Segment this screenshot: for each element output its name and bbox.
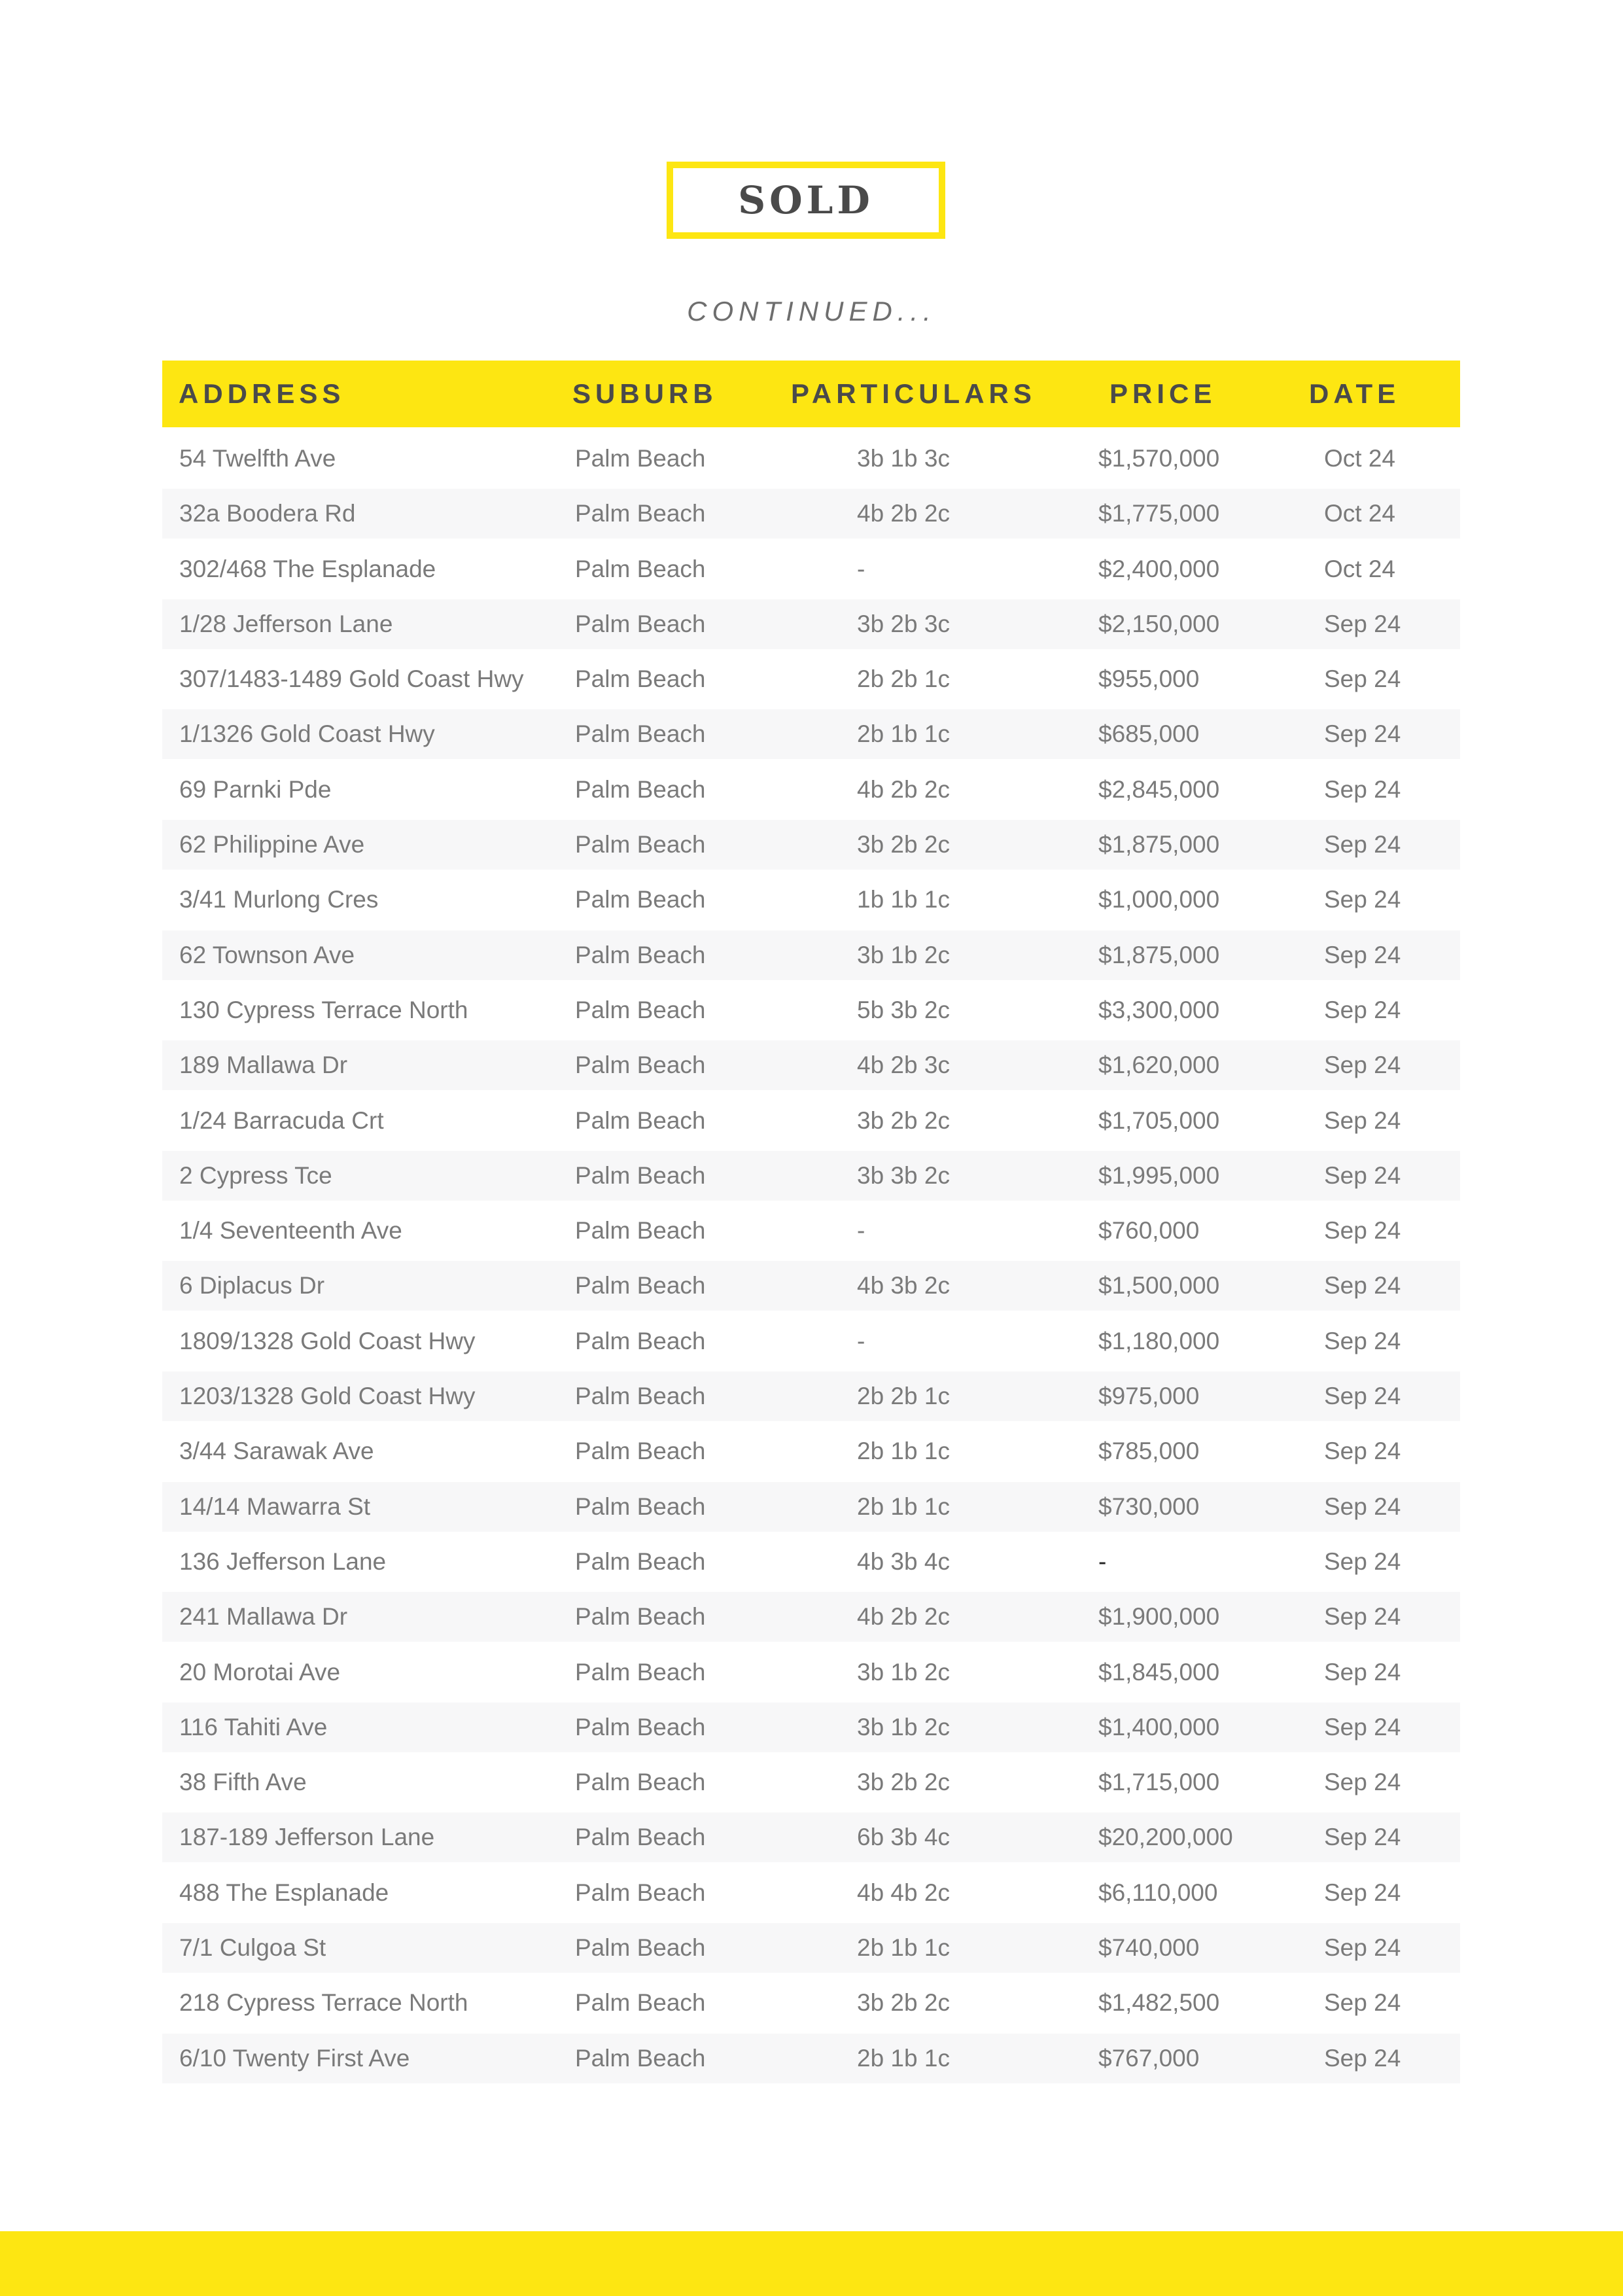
price-cell: $1,482,500 [1098, 1989, 1220, 2017]
particulars-cell: - [857, 555, 865, 582]
price-cell: $975,000 [1098, 1383, 1200, 1410]
particulars-cell: 3b 2b 2c [857, 1989, 950, 2017]
price-cell: $1,570,000 [1098, 445, 1220, 472]
particulars-cell: 2b 1b 1c [857, 1934, 950, 1962]
particulars-cell: 3b 2b 2c [857, 1106, 950, 1134]
table-row [162, 434, 1460, 484]
price-cell: $1,995,000 [1098, 1161, 1220, 1189]
date-cell: Sep 24 [1324, 1161, 1401, 1189]
address-cell: 1/4 Seventeenth Ave [179, 1217, 402, 1245]
date-cell: Sep 24 [1324, 1989, 1401, 2017]
date-cell: Sep 24 [1324, 1658, 1401, 1686]
address-cell: 7/1 Culgoa St [179, 1934, 326, 1962]
price-cell: $785,000 [1098, 1438, 1200, 1465]
suburb-cell: Palm Beach [575, 1492, 706, 1520]
date-cell: Oct 24 [1324, 445, 1395, 472]
table-row [162, 1371, 1460, 1421]
date-cell: Sep 24 [1324, 1272, 1401, 1299]
particulars-cell: 2b 2b 1c [857, 1383, 950, 1410]
column-header-date: DATE [1309, 378, 1401, 409]
particulars-cell: 2b 1b 1c [857, 2044, 950, 2072]
address-cell: 1/28 Jefferson Lane [179, 610, 393, 637]
suburb-cell: Palm Beach [575, 1547, 706, 1575]
suburb-cell: Palm Beach [575, 996, 706, 1023]
table-row [162, 1868, 1460, 1918]
price-cell: $2,845,000 [1098, 775, 1220, 803]
particulars-cell: 2b 1b 1c [857, 720, 950, 748]
price-cell: $730,000 [1098, 1492, 1200, 1520]
particulars-cell: 2b 1b 1c [857, 1492, 950, 1520]
address-cell: 32a Boodera Rd [179, 500, 356, 527]
continued-subtitle: CONTINUED... [687, 296, 936, 327]
table-row [162, 1261, 1460, 1311]
suburb-cell: Palm Beach [575, 941, 706, 968]
table-row [162, 1978, 1460, 2028]
table-row [162, 1757, 1460, 1807]
address-cell: 218 Cypress Terrace North [179, 1989, 468, 2017]
price-cell: $1,400,000 [1098, 1713, 1220, 1740]
date-cell: Sep 24 [1324, 1824, 1401, 1851]
suburb-cell: Palm Beach [575, 831, 706, 858]
price-cell: $1,500,000 [1098, 1272, 1220, 1299]
price-cell: $1,900,000 [1098, 1603, 1220, 1631]
table-row [162, 930, 1460, 980]
table-row [162, 1537, 1460, 1587]
particulars-cell: 2b 1b 1c [857, 1438, 950, 1465]
table-row [162, 875, 1460, 925]
suburb-cell: Palm Beach [575, 1327, 706, 1354]
address-cell: 20 Morotai Ave [179, 1658, 341, 1686]
sold-heading-box [667, 162, 945, 239]
address-cell: 187-189 Jefferson Lane [179, 1824, 435, 1851]
particulars-cell: - [857, 1217, 865, 1245]
address-cell: 488 The Esplanade [179, 1879, 389, 1906]
table-header [162, 361, 1460, 427]
address-cell: 1/24 Barracuda Crt [179, 1106, 384, 1134]
suburb-cell: Palm Beach [575, 1438, 706, 1465]
date-cell: Sep 24 [1324, 1934, 1401, 1962]
price-cell: $760,000 [1098, 1217, 1200, 1245]
price-cell: $6,110,000 [1098, 1879, 1218, 1906]
date-cell: Oct 24 [1324, 555, 1395, 582]
suburb-cell: Palm Beach [575, 1713, 706, 1740]
date-cell: Sep 24 [1324, 1051, 1401, 1079]
table-row [162, 2034, 1460, 2083]
particulars-cell: 3b 1b 3c [857, 445, 950, 472]
table-body [162, 427, 1460, 2083]
price-cell: $1,000,000 [1098, 886, 1220, 913]
sales-table [162, 361, 1460, 2089]
address-cell: 1203/1328 Gold Coast Hwy [179, 1383, 476, 1410]
suburb-cell: Palm Beach [575, 1051, 706, 1079]
table-row [162, 1923, 1460, 1973]
sold-title: SOLD [738, 178, 874, 222]
suburb-cell: Palm Beach [575, 1824, 706, 1851]
date-cell: Sep 24 [1324, 775, 1401, 803]
price-cell: $2,400,000 [1098, 555, 1220, 582]
price-cell: $1,875,000 [1098, 941, 1220, 968]
particulars-cell: 6b 3b 4c [857, 1824, 950, 1851]
address-cell: 130 Cypress Terrace North [179, 996, 468, 1023]
suburb-cell: Palm Beach [575, 1989, 706, 2017]
address-cell: 54 Twelfth Ave [179, 445, 336, 472]
particulars-cell: 1b 1b 1c [857, 886, 950, 913]
particulars-cell: 4b 2b 2c [857, 775, 950, 803]
price-cell: $20,200,000 [1098, 1824, 1233, 1851]
column-header-price: PRICE [1109, 378, 1217, 409]
table-row [162, 1206, 1460, 1256]
table-row [162, 820, 1460, 870]
footer-bar [0, 2231, 1623, 2296]
suburb-cell: Palm Beach [575, 1106, 706, 1134]
address-cell: 38 Fifth Ave [179, 1769, 307, 1796]
address-cell: 3/41 Murlong Cres [179, 886, 379, 913]
date-cell: Sep 24 [1324, 1106, 1401, 1134]
particulars-cell: 3b 3b 2c [857, 1161, 950, 1189]
suburb-cell: Palm Beach [575, 2044, 706, 2072]
table-row [162, 1482, 1460, 1532]
particulars-cell: 4b 2b 2c [857, 1603, 950, 1631]
particulars-cell: 4b 4b 2c [857, 1879, 950, 1906]
suburb-cell: Palm Beach [575, 665, 706, 693]
address-cell: 62 Townson Ave [179, 941, 355, 968]
particulars-cell: 5b 3b 2c [857, 996, 950, 1023]
suburb-cell: Palm Beach [575, 1658, 706, 1686]
address-cell: 1/1326 Gold Coast Hwy [179, 720, 435, 748]
price-cell: $1,845,000 [1098, 1658, 1220, 1686]
table-row [162, 1316, 1460, 1366]
table-row [162, 1703, 1460, 1752]
date-cell: Oct 24 [1324, 500, 1395, 527]
date-cell: Sep 24 [1324, 665, 1401, 693]
suburb-cell: Palm Beach [575, 1769, 706, 1796]
suburb-cell: Palm Beach [575, 886, 706, 913]
price-cell: $1,620,000 [1098, 1051, 1220, 1079]
price-cell: - [1098, 1547, 1107, 1575]
address-cell: 189 Mallawa Dr [179, 1051, 348, 1079]
particulars-cell: 3b 2b 2c [857, 1769, 950, 1796]
date-cell: Sep 24 [1324, 1383, 1401, 1410]
table-row [162, 709, 1460, 759]
date-cell: Sep 24 [1324, 2044, 1401, 2072]
address-cell: 136 Jefferson Lane [179, 1547, 387, 1575]
date-cell: Sep 24 [1324, 886, 1401, 913]
suburb-cell: Palm Beach [575, 720, 706, 748]
table-row [162, 1426, 1460, 1476]
table-row [162, 544, 1460, 594]
date-cell: Sep 24 [1324, 1603, 1401, 1631]
suburb-cell: Palm Beach [575, 610, 706, 637]
price-cell: $1,180,000 [1098, 1327, 1220, 1354]
table-row [162, 489, 1460, 539]
suburb-cell: Palm Beach [575, 1603, 706, 1631]
particulars-cell: 4b 3b 2c [857, 1272, 950, 1299]
date-cell: Sep 24 [1324, 1547, 1401, 1575]
suburb-cell: Palm Beach [575, 1161, 706, 1189]
column-header-particulars: PARTICULARS [791, 378, 1036, 409]
particulars-cell: 4b 2b 2c [857, 500, 950, 527]
suburb-cell: Palm Beach [575, 1383, 706, 1410]
price-cell: $3,300,000 [1098, 996, 1220, 1023]
date-cell: Sep 24 [1324, 1879, 1401, 1906]
table-row [162, 765, 1460, 815]
date-cell: Sep 24 [1324, 720, 1401, 748]
price-cell: $1,705,000 [1098, 1106, 1220, 1134]
address-cell: 302/468 The Esplanade [179, 555, 436, 582]
table-row [162, 599, 1460, 649]
price-cell: $2,150,000 [1098, 610, 1220, 637]
date-cell: Sep 24 [1324, 1438, 1401, 1465]
particulars-cell: 3b 1b 2c [857, 1713, 950, 1740]
suburb-cell: Palm Beach [575, 1879, 706, 1906]
date-cell: Sep 24 [1324, 1327, 1401, 1354]
date-cell: Sep 24 [1324, 1769, 1401, 1796]
address-cell: 2 Cypress Tce [179, 1161, 332, 1189]
suburb-cell: Palm Beach [575, 775, 706, 803]
date-cell: Sep 24 [1324, 610, 1401, 637]
address-cell: 6 Diplacus Dr [179, 1272, 325, 1299]
suburb-cell: Palm Beach [575, 1934, 706, 1962]
price-cell: $1,775,000 [1098, 500, 1220, 527]
price-cell: $955,000 [1098, 665, 1200, 693]
table-row [162, 1040, 1460, 1090]
table-row [162, 1151, 1460, 1201]
price-cell: $767,000 [1098, 2044, 1200, 2072]
address-cell: 241 Mallawa Dr [179, 1603, 348, 1631]
particulars-cell: - [857, 1327, 865, 1354]
date-cell: Sep 24 [1324, 831, 1401, 858]
address-cell: 14/14 Mawarra St [179, 1492, 371, 1520]
date-cell: Sep 24 [1324, 1713, 1401, 1740]
table-row [162, 654, 1460, 704]
price-cell: $1,875,000 [1098, 831, 1220, 858]
suburb-cell: Palm Beach [575, 1272, 706, 1299]
table-row [162, 1096, 1460, 1146]
date-cell: Sep 24 [1324, 1492, 1401, 1520]
address-cell: 69 Parnki Pde [179, 775, 332, 803]
date-cell: Sep 24 [1324, 1217, 1401, 1245]
suburb-cell: Palm Beach [575, 500, 706, 527]
price-cell: $1,715,000 [1098, 1769, 1220, 1796]
suburb-cell: Palm Beach [575, 1217, 706, 1245]
address-cell: 3/44 Sarawak Ave [179, 1438, 374, 1465]
column-header-address: ADDRESS [179, 378, 345, 409]
particulars-cell: 2b 2b 1c [857, 665, 950, 693]
price-cell: $740,000 [1098, 1934, 1200, 1962]
particulars-cell: 4b 2b 3c [857, 1051, 950, 1079]
particulars-cell: 3b 2b 3c [857, 610, 950, 637]
table-row [162, 985, 1460, 1035]
address-cell: 1809/1328 Gold Coast Hwy [179, 1327, 476, 1354]
particulars-cell: 3b 1b 2c [857, 941, 950, 968]
address-cell: 6/10 Twenty First Ave [179, 2044, 410, 2072]
table-row [162, 1648, 1460, 1697]
address-cell: 116 Tahiti Ave [179, 1713, 328, 1740]
table-row [162, 1592, 1460, 1642]
price-cell: $685,000 [1098, 720, 1200, 748]
date-cell: Sep 24 [1324, 996, 1401, 1023]
date-cell: Sep 24 [1324, 941, 1401, 968]
address-cell: 307/1483-1489 Gold Coast Hwy [179, 665, 524, 693]
particulars-cell: 4b 3b 4c [857, 1547, 950, 1575]
particulars-cell: 3b 2b 2c [857, 831, 950, 858]
suburb-cell: Palm Beach [575, 555, 706, 582]
table-row [162, 1812, 1460, 1862]
column-header-suburb: SUBURB [572, 378, 718, 409]
particulars-cell: 3b 1b 2c [857, 1658, 950, 1686]
suburb-cell: Palm Beach [575, 445, 706, 472]
address-cell: 62 Philippine Ave [179, 831, 365, 858]
